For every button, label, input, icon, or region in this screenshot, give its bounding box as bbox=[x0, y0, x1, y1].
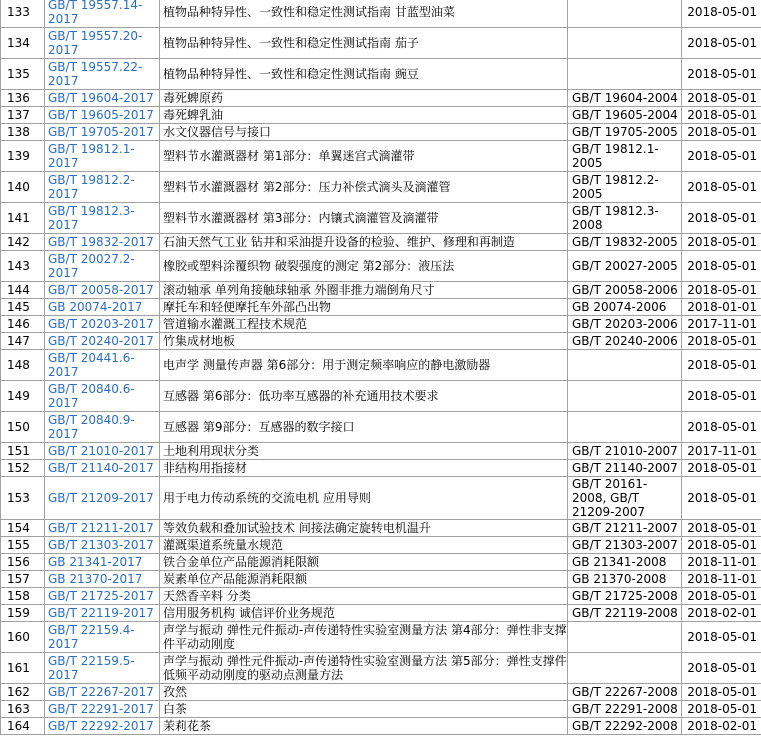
effective-date: 2018-05-01 bbox=[682, 701, 761, 718]
table-row bbox=[1, 0, 761, 28]
standard-code-link[interactable]: GB 21370-2017 bbox=[48, 572, 143, 586]
standard-code-link[interactable]: GB/T 21211-2017 bbox=[48, 521, 154, 535]
replaced-standard: GB/T 21211-2007 bbox=[568, 520, 682, 537]
standard-code-link[interactable]: GB/T 20441.6-2017 bbox=[48, 351, 135, 379]
row-number: 156 bbox=[1, 554, 45, 571]
effective-date: 2018-02-01 bbox=[682, 718, 761, 735]
standard-code-link[interactable]: GB/T 22159.4-2017 bbox=[48, 623, 135, 651]
table-row bbox=[1, 412, 761, 443]
table-row bbox=[1, 124, 761, 141]
table-row bbox=[1, 622, 761, 653]
table-row bbox=[1, 350, 761, 381]
standard-code-link[interactable]: GB/T 19812.1-2017 bbox=[48, 142, 135, 170]
effective-date: 2018-05-01 bbox=[682, 59, 761, 90]
standard-name: 水文仪器信号与接口 bbox=[160, 124, 568, 141]
standard-name: 橡胶或塑料涂覆织物 破裂强度的测定 第2部分：液压法 bbox=[160, 251, 568, 282]
replaced-standard: GB/T 22291-2008 bbox=[568, 701, 682, 718]
table-row bbox=[1, 141, 761, 172]
table-row bbox=[1, 282, 761, 299]
standard-name: 土地利用现状分类 bbox=[160, 443, 568, 460]
standard-name: 孜然 bbox=[160, 684, 568, 701]
row-number: 144 bbox=[1, 282, 45, 299]
effective-date: 2018-05-01 bbox=[682, 588, 761, 605]
standard-name: 塑料节水灌溉器材 第2部分：压力补偿式滴头及滴灌管 bbox=[160, 172, 568, 203]
effective-date: 2018-05-01 bbox=[682, 622, 761, 653]
row-number: 157 bbox=[1, 571, 45, 588]
table-row bbox=[1, 299, 761, 316]
row-number: 154 bbox=[1, 520, 45, 537]
standard-code-link[interactable]: GB/T 19605-2017 bbox=[48, 108, 154, 122]
standard-name: 石油天然气工业 钻井和采油提升设备的检验、维护、修理和再制造 bbox=[160, 234, 568, 251]
standard-code-link[interactable]: GB/T 20027.2-2017 bbox=[48, 252, 135, 280]
row-number: 141 bbox=[1, 203, 45, 234]
row-number: 140 bbox=[1, 172, 45, 203]
standard-code-link[interactable]: GB/T 20240-2017 bbox=[48, 334, 154, 348]
row-number: 159 bbox=[1, 605, 45, 622]
row-number: 151 bbox=[1, 443, 45, 460]
effective-date: 2018-05-01 bbox=[682, 0, 761, 28]
row-number: 152 bbox=[1, 460, 45, 477]
effective-date: 2017-11-01 bbox=[682, 443, 761, 460]
row-number: 133 bbox=[1, 0, 45, 28]
standard-code-link[interactable]: GB 20074-2017 bbox=[48, 300, 143, 314]
standard-name: 竹集成材地板 bbox=[160, 333, 568, 350]
replaced-standard: GB/T 20203-2006 bbox=[568, 316, 682, 333]
standard-name: 管道输水灌溉工程技术规范 bbox=[160, 316, 568, 333]
effective-date: 2018-05-01 bbox=[682, 520, 761, 537]
standard-code-link[interactable]: GB/T 22292-2017 bbox=[48, 719, 154, 733]
effective-date: 2018-11-01 bbox=[682, 571, 761, 588]
replaced-standard bbox=[568, 350, 682, 381]
effective-date: 2018-05-01 bbox=[682, 460, 761, 477]
replaced-standard bbox=[568, 59, 682, 90]
replaced-standard: GB/T 19812.2-2005 bbox=[568, 172, 682, 203]
table-row bbox=[1, 554, 761, 571]
row-number: 142 bbox=[1, 234, 45, 251]
effective-date: 2018-05-01 bbox=[682, 333, 761, 350]
row-number: 153 bbox=[1, 477, 45, 520]
table-row bbox=[1, 701, 761, 718]
replaced-standard: GB/T 21725-2008 bbox=[568, 588, 682, 605]
standard-code-link[interactable]: GB/T 20840.9-2017 bbox=[48, 413, 135, 441]
table-row bbox=[1, 653, 761, 684]
row-number: 138 bbox=[1, 124, 45, 141]
standard-name: 用于电力传动系统的交流电机 应用导则 bbox=[160, 477, 568, 520]
effective-date: 2018-05-01 bbox=[682, 350, 761, 381]
standard-code-link[interactable]: GB/T 22267-2017 bbox=[48, 685, 154, 699]
effective-date: 2018-05-01 bbox=[682, 684, 761, 701]
standard-code-link[interactable]: GB/T 19557.22-2017 bbox=[48, 60, 143, 88]
table-row bbox=[1, 203, 761, 234]
table-row bbox=[1, 333, 761, 350]
standard-name: 互感器 第6部分：低功率互感器的补充通用技术要求 bbox=[160, 381, 568, 412]
replaced-standard: GB/T 20058-2006 bbox=[568, 282, 682, 299]
standard-name: 铁合金单位产品能源消耗限额 bbox=[160, 554, 568, 571]
table-row bbox=[1, 90, 761, 107]
replaced-standard: GB/T 20240-2006 bbox=[568, 333, 682, 350]
row-number: 135 bbox=[1, 59, 45, 90]
effective-date: 2018-05-01 bbox=[682, 412, 761, 443]
replaced-standard: GB/T 20027-2005 bbox=[568, 251, 682, 282]
effective-date: 2018-05-01 bbox=[682, 381, 761, 412]
replaced-standard: GB/T 19812.1-2005 bbox=[568, 141, 682, 172]
row-number: 147 bbox=[1, 333, 45, 350]
replaced-standard bbox=[568, 28, 682, 59]
table-row bbox=[1, 588, 761, 605]
standard-code-link[interactable]: GB/T 21010-2017 bbox=[48, 444, 154, 458]
table-row bbox=[1, 520, 761, 537]
row-number: 158 bbox=[1, 588, 45, 605]
replaced-standard: GB/T 21303-2007 bbox=[568, 537, 682, 554]
standard-code-link[interactable]: GB/T 22159.5-2017 bbox=[48, 654, 135, 682]
replaced-standard bbox=[568, 381, 682, 412]
replaced-standard bbox=[568, 653, 682, 684]
replaced-standard: GB/T 19705-2005 bbox=[568, 124, 682, 141]
standard-code-link[interactable]: GB/T 21725-2017 bbox=[48, 589, 154, 603]
row-number: 134 bbox=[1, 28, 45, 59]
standard-name: 摩托车和轻便摩托车外部凸出物 bbox=[160, 299, 568, 316]
table-row bbox=[1, 684, 761, 701]
standard-name: 植物品种特异性、一致性和稳定性测试指南 茄子 bbox=[160, 28, 568, 59]
effective-date: 2017-11-01 bbox=[682, 316, 761, 333]
standard-name: 毒死蜱原药 bbox=[160, 90, 568, 107]
standard-name: 等效负载和叠加试验技术 间接法确定旋转电机温升 bbox=[160, 520, 568, 537]
standard-name: 塑料节水灌溉器材 第1部分：单翼迷宫式滴灌带 bbox=[160, 141, 568, 172]
row-number: 148 bbox=[1, 350, 45, 381]
replaced-standard bbox=[568, 412, 682, 443]
effective-date: 2018-05-01 bbox=[682, 234, 761, 251]
replaced-standard bbox=[568, 0, 682, 28]
table-row bbox=[1, 172, 761, 203]
table-row bbox=[1, 477, 761, 520]
standard-code-link[interactable]: GB/T 19557.20-2017 bbox=[48, 29, 143, 57]
table-row bbox=[1, 251, 761, 282]
effective-date: 2018-05-01 bbox=[682, 90, 761, 107]
table-row bbox=[1, 718, 761, 735]
row-number: 145 bbox=[1, 299, 45, 316]
table-row bbox=[1, 234, 761, 251]
effective-date: 2018-05-01 bbox=[682, 653, 761, 684]
table-row bbox=[1, 28, 761, 59]
standard-code-link[interactable]: GB/T 20840.6-2017 bbox=[48, 382, 135, 410]
replaced-standard: GB 21341-2008 bbox=[568, 554, 682, 571]
replaced-standard: GB/T 20161-2008, GB/T 21209-2007 bbox=[568, 477, 682, 520]
table-row bbox=[1, 443, 761, 460]
standard-code-link[interactable]: GB/T 20058-2017 bbox=[48, 283, 154, 297]
standard-name: 炭素单位产品能源消耗限额 bbox=[160, 571, 568, 588]
row-number: 150 bbox=[1, 412, 45, 443]
replaced-standard: GB/T 21140-2007 bbox=[568, 460, 682, 477]
effective-date: 2018-05-01 bbox=[682, 282, 761, 299]
effective-date: 2018-05-01 bbox=[682, 203, 761, 234]
effective-date: 2018-05-01 bbox=[682, 107, 761, 124]
effective-date: 2018-05-01 bbox=[682, 537, 761, 554]
standard-code-link[interactable]: GB/T 19604-2017 bbox=[48, 91, 154, 105]
replaced-standard: GB/T 19812.3-2008 bbox=[568, 203, 682, 234]
standard-name: 声学与振动 弹性元件振动-声传递特性实验室测量方法 第4部分：弹性非支撑件平动动刚度 bbox=[160, 622, 568, 653]
row-number: 163 bbox=[1, 701, 45, 718]
standard-code-link[interactable]: GB/T 19832-2017 bbox=[48, 235, 154, 249]
effective-date: 2018-11-01 bbox=[682, 554, 761, 571]
standard-name: 声学与振动 弹性元件振动-声传递特性实验室测量方法 第5部分：弹性支撑件低频平动动刚度的驱动点测量方法 bbox=[160, 653, 568, 684]
effective-date: 2018-05-01 bbox=[682, 251, 761, 282]
standard-name: 天然香辛料 分类 bbox=[160, 588, 568, 605]
standard-code-link[interactable]: GB/T 22119-2017 bbox=[48, 606, 154, 620]
standard-code-link[interactable]: GB/T 21209-2017 bbox=[48, 491, 154, 505]
row-number: 139 bbox=[1, 141, 45, 172]
standard-name: 信用服务机构 诚信评价业务规范 bbox=[160, 605, 568, 622]
standard-name: 植物品种特异性、一致性和稳定性测试指南 甘蓝型油菜 bbox=[160, 0, 568, 28]
table-row bbox=[1, 316, 761, 333]
standard-code-link[interactable]: GB/T 19705-2017 bbox=[48, 125, 154, 139]
standard-code-link[interactable]: GB/T 21140-2017 bbox=[48, 461, 154, 475]
replaced-standard: GB/T 19604-2004 bbox=[568, 90, 682, 107]
replaced-standard: GB/T 19605-2004 bbox=[568, 107, 682, 124]
standard-code-link[interactable]: GB/T 19812.3-2017 bbox=[48, 204, 135, 232]
standards-table-body bbox=[1, 0, 761, 735]
row-number: 137 bbox=[1, 107, 45, 124]
row-number: 164 bbox=[1, 718, 45, 735]
row-number: 160 bbox=[1, 622, 45, 653]
replaced-standard: GB/T 21010-2007 bbox=[568, 443, 682, 460]
table-row bbox=[1, 107, 761, 124]
standard-code-link[interactable]: GB 21341-2017 bbox=[48, 555, 143, 569]
replaced-standard: GB 21370-2008 bbox=[568, 571, 682, 588]
replaced-standard: GB/T 22267-2008 bbox=[568, 684, 682, 701]
row-number: 149 bbox=[1, 381, 45, 412]
effective-date: 2018-05-01 bbox=[682, 141, 761, 172]
standard-name: 白茶 bbox=[160, 701, 568, 718]
standard-name: 灌溉渠道系统量水规范 bbox=[160, 537, 568, 554]
table-row bbox=[1, 571, 761, 588]
replaced-standard: GB/T 19832-2005 bbox=[568, 234, 682, 251]
effective-date: 2018-02-01 bbox=[682, 605, 761, 622]
standard-name: 植物品种特异性、一致性和稳定性测试指南 豌豆 bbox=[160, 59, 568, 90]
standard-name: 滚动轴承 单列角接触球轴承 外圈非推力端倒角尺寸 bbox=[160, 282, 568, 299]
row-number: 155 bbox=[1, 537, 45, 554]
standard-name: 毒死蜱乳油 bbox=[160, 107, 568, 124]
standard-name: 互感器 第9部分：互感器的数字接口 bbox=[160, 412, 568, 443]
replaced-standard: GB 20074-2006 bbox=[568, 299, 682, 316]
standard-name: 塑料节水灌溉器材 第3部分：内镶式滴灌管及滴灌带 bbox=[160, 203, 568, 234]
table-row bbox=[1, 605, 761, 622]
row-number: 162 bbox=[1, 684, 45, 701]
replaced-standard: GB/T 22292-2008 bbox=[568, 718, 682, 735]
row-number: 143 bbox=[1, 251, 45, 282]
standard-code-link[interactable]: GB/T 22291-2017 bbox=[48, 702, 154, 716]
standard-name: 电声学 测量传声器 第6部分：用于测定频率响应的静电激励器 bbox=[160, 350, 568, 381]
standard-code-link[interactable]: GB/T 21303-2017 bbox=[48, 538, 154, 552]
standard-code-link[interactable]: GB/T 20203-2017 bbox=[48, 317, 154, 331]
effective-date: 2018-05-01 bbox=[682, 477, 761, 520]
effective-date: 2018-01-01 bbox=[682, 299, 761, 316]
standard-code-link[interactable]: GB/T 19557.14-2017 bbox=[48, 0, 143, 26]
table-row bbox=[1, 59, 761, 90]
row-number: 146 bbox=[1, 316, 45, 333]
standard-code-link[interactable]: GB/T 19812.2-2017 bbox=[48, 173, 135, 201]
standard-name: 非结构用指接材 bbox=[160, 460, 568, 477]
effective-date: 2018-05-01 bbox=[682, 124, 761, 141]
effective-date: 2018-05-01 bbox=[682, 172, 761, 203]
row-number: 136 bbox=[1, 90, 45, 107]
row-number: 161 bbox=[1, 653, 45, 684]
table-row bbox=[1, 537, 761, 554]
replaced-standard: GB/T 22119-2008 bbox=[568, 605, 682, 622]
replaced-standard bbox=[568, 622, 682, 653]
table-row bbox=[1, 381, 761, 412]
table-row bbox=[1, 460, 761, 477]
standard-name: 茉莉花茶 bbox=[160, 718, 568, 735]
effective-date: 2018-05-01 bbox=[682, 28, 761, 59]
